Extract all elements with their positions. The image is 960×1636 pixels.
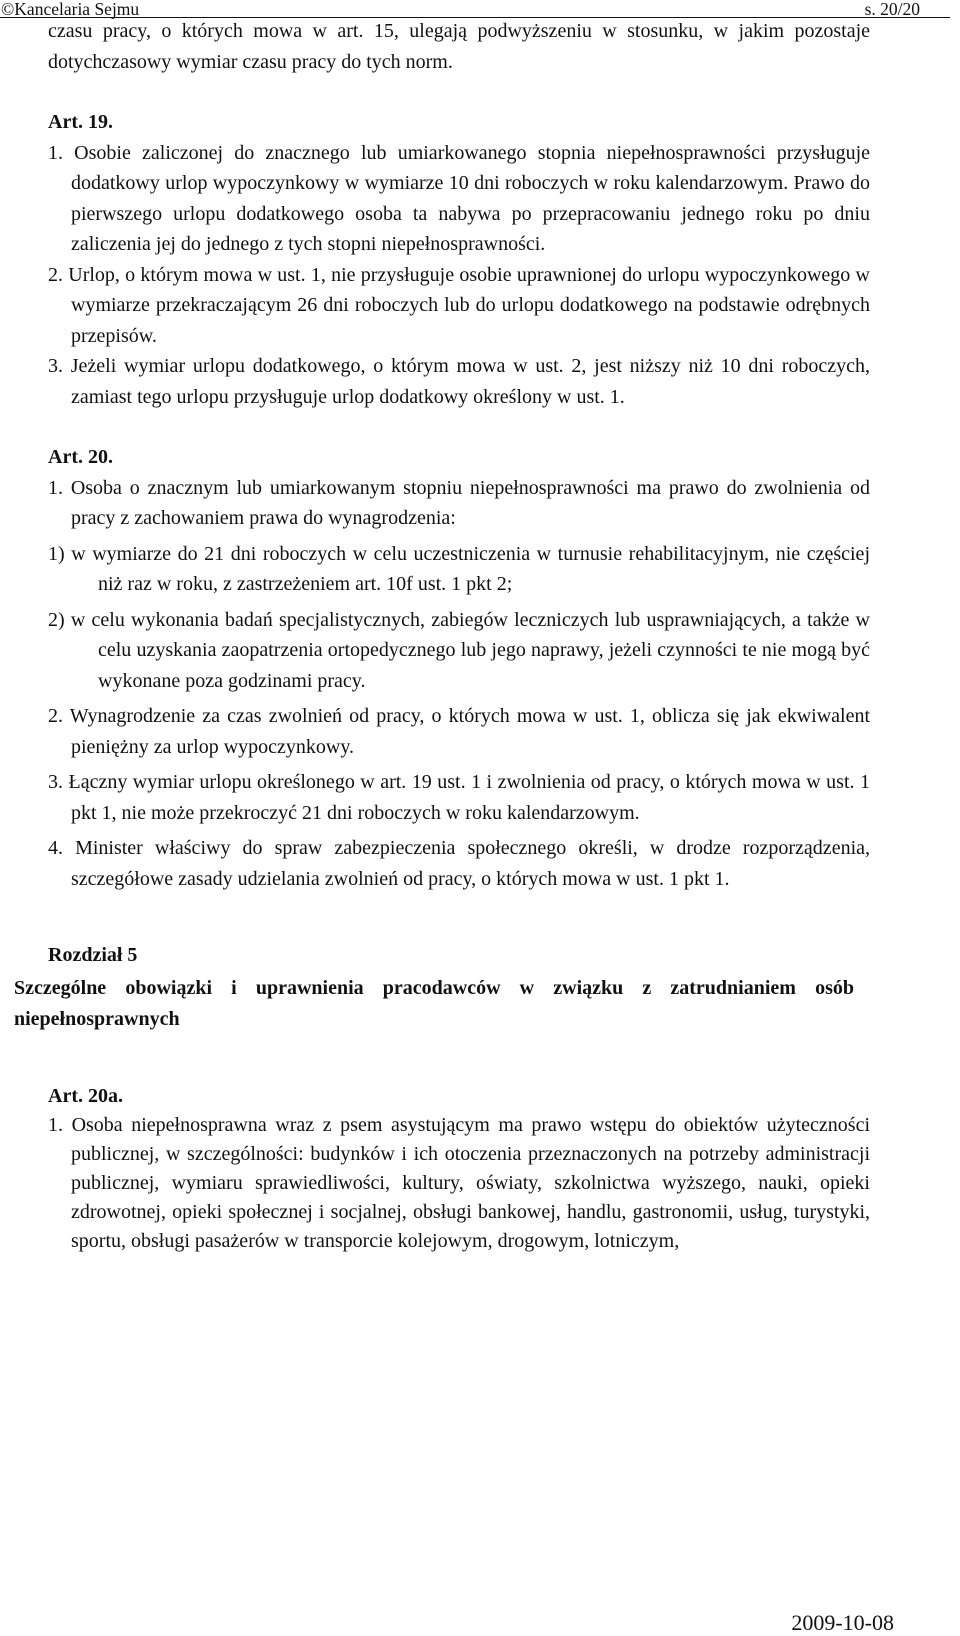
article-20-heading: Art. 20. xyxy=(48,446,113,468)
art19-ust1: 1. Osobie zaliczonej do znacznego lub umiarkowanego stopnia niepełnosprawności przysługuje dodatkowy urlop wypoczynkowy w wymiarze 10 dni roboczych w roku kalendarzowym. Prawo do pierwszego urlopu dodatkowego osoba ta nabywa po przepracowaniu jednego roku po dniu zaliczenia jej do jednego z tych stopni niepełnosprawności. xyxy=(48,141,870,255)
art20-pkt1: 1) w wymiarze do 21 dni roboczych w celu uczestniczenia w turnusie rehabilitacyjnym, nie częściej niż raz w roku, z zastrzeżeniem art. 10f ust. 1 pkt 2; xyxy=(48,542,870,595)
article-20a-heading: Art. 20a. xyxy=(48,1084,123,1107)
chapter-title: Szczególne obowiązki i uprawnienia pracodawców w związku z zatrudnianiem osób niepełnosprawnych xyxy=(14,976,854,1030)
header-source: ©Kancelaria Sejmu xyxy=(1,0,140,19)
document-date: 2009-10-08 xyxy=(791,1610,894,1635)
art20-ust2: 2. Wynagrodzenie za czas zwolnień od pracy, o których mowa w ust. 1, oblicza się jak ekwiwalent pieniężny za urlop wypoczynkowy. xyxy=(48,705,870,758)
intro-paragraph: czasu pracy, o których mowa w art. 15, ulegają podwyższeniu w stosunku, w jakim pozostaje dotychczasowy wymiar czasu pracy do tych norm. xyxy=(48,20,870,73)
document-body xyxy=(14,16,870,1256)
art20-ust1: 1. Osoba o znacznym lub umiarkowanym stopniu niepełnosprawności ma prawo do zwolnienia od pracy z zachowaniem prawa do wynagrodzenia: xyxy=(48,476,870,529)
art19-ust2: 2. Urlop, o którym mowa w ust. 1, nie przysługuje osobie uprawnionej do urlopu wypoczynkowego w wymiarze przekraczającym 26 dni roboczych lub do urlopu dodatkowego na podstawie odrębnych przepisów. xyxy=(48,263,870,347)
art20-ust4: 4. Minister właściwy do spraw zabezpieczenia społecznego określi, w drodze rozporządzenia, szczegółowe zasady udzielania zwolnień od pracy, o których mowa w ust. 1 pkt 1. xyxy=(48,837,870,890)
art19-ust3: 3. Jeżeli wymiar urlopu dodatkowego, o którym mowa w ust. 2, jest niższy niż 10 dni roboczych, zamiast tego urlopu przysługuje urlop dodatkowy określony w ust. 1. xyxy=(48,355,870,408)
chapter-label: Rozdział 5 xyxy=(48,944,138,966)
art20-pkt2: 2) w celu wykonania badań specjalistycznych, zabiegów leczniczych lub usprawniających, a także w celu uzyskania zaopatrzenia ortopedycznego lub jego naprawy, jeżeli czynności te nie mogą być wykonane poza godzinami pracy. xyxy=(48,608,870,692)
article-19-heading: Art. 19. xyxy=(48,111,113,133)
header-page-number: s. 20/20 xyxy=(864,0,920,19)
art20-ust3: 3. Łączny wymiar urlopu określonego w art. 19 ust. 1 i zwolnienia od pracy, o których mowa w ust. 1 pkt 1, nie może przekroczyć 21 dni roboczych w roku kalendarzowym. xyxy=(48,771,870,824)
art20a-ust1: 1. Osoba niepełnosprawna wraz z psem asystującym ma prawo wstępu do obiektów użyteczności publicznej, w szczególności: budynków i ich otoczenia przeznaczonych na potrzeby administracji publicznej, wymiaru sprawiedliwości, kultury, oświaty, szkolnictwa wyższego, nauki, opieki zdrowotnej, opieki społecznej i socjalnej, obsługi bankowej, handlu, gastronomii, usług, turystyki, sportu, obsługi pasażerów w transporcie kolejowym, drogowym, lotniczym, xyxy=(48,1114,870,1252)
